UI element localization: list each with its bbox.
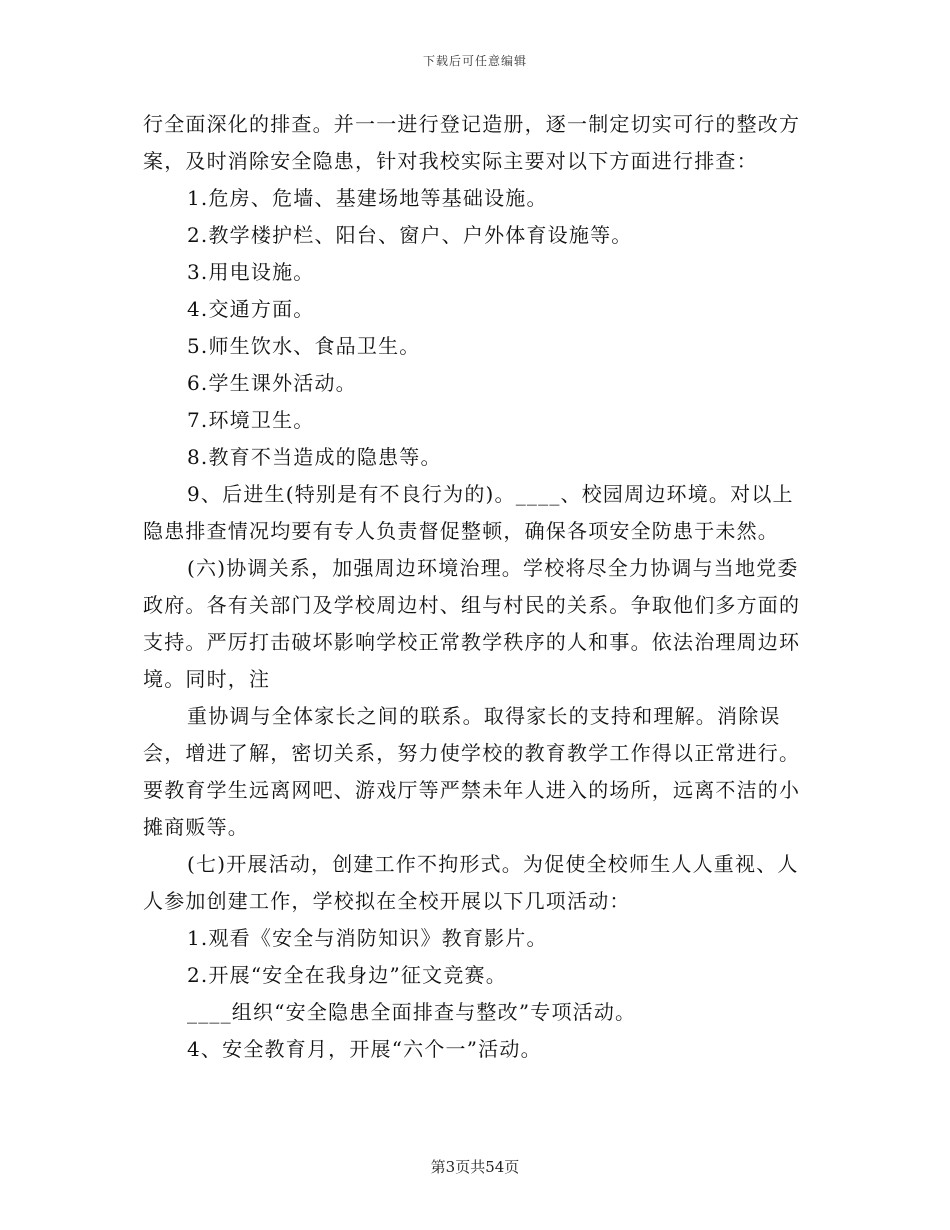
list-item-2: 2.教学楼护栏、阳台、窗户、户外体育设施等。 bbox=[187, 223, 633, 247]
activity-item-1: 1.观看《安全与消防知识》教育影片。 bbox=[187, 926, 548, 950]
list-item-6: 6.学生课外活动。 bbox=[187, 371, 357, 395]
section-seven-paragraph: (七)开展活动，创建工作不拘形式。为促使全校师生人人重视、人人参加创建工作，学校拟在全校开展以下几项活动： bbox=[143, 852, 799, 913]
activity-item-2: 2.开展“安全在我身边”征文竞赛。 bbox=[187, 963, 507, 987]
list-item-9: 9、后进生(特别是有不良行为的)。____、校园周边环境。对以上隐患排查情况均要有专人负责督促整顿，确保各项安全防患于未然。 bbox=[143, 482, 794, 543]
list-item-7: 7.环境卫生。 bbox=[187, 408, 315, 432]
list-item-8: 8.教育不当造成的隐患等。 bbox=[187, 445, 442, 469]
list-item-1: 1.危房、危墙、基建场地等基础设施。 bbox=[187, 186, 548, 210]
paragraph-1: 行全面深化的排查。并一一进行登记造册，逐一制定切实可行的整改方案，及时消除安全隐患，针对我校实际主要对以下方面进行排查： bbox=[143, 112, 801, 173]
page-footer: 第3页共54页 bbox=[430, 1158, 520, 1176]
section-six-paragraph: (六)协调关系，加强周边环境治理。学校将尽全力协调与当地党委政府。各有关部门及学校周边村、组与村民的关系。争取他们多方面的支持。严厉打击破坏影响学校正常教学秩序的人和事。依法治理周边环境。同时，注 bbox=[143, 556, 801, 691]
document-body bbox=[143, 106, 811, 1068]
activity-item-3: ____组织“安全隐患全面排查与整改”专项活动。 bbox=[187, 1000, 637, 1024]
list-item-3: 3.用电设施。 bbox=[187, 260, 315, 284]
activity-item-4: 4、安全教育月，开展“六个一”活动。 bbox=[187, 1037, 542, 1061]
page-header: 下载后可任意编辑 bbox=[422, 54, 527, 68]
list-item-4: 4.交通方面。 bbox=[187, 297, 315, 321]
list-item-5: 5.师生饮水、食品卫生。 bbox=[187, 334, 421, 358]
section-six-continuation: 重协调与全体家长之间的联系。取得家长的支持和理解。消除误会，增进了解，密切关系，努力使学校的教育教学工作得以正常进行。要教育学生远离网吧、游戏厅等严禁未年人进入的场所，远离不洁的小摊商贩等。 bbox=[143, 704, 801, 839]
